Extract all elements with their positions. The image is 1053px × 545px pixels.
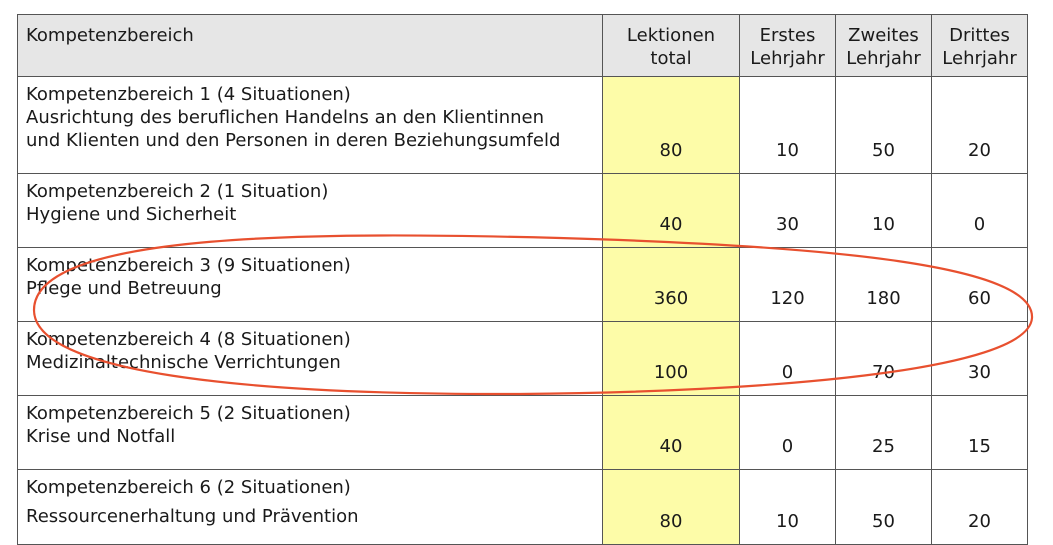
cell-year1: 30 — [740, 174, 836, 248]
cell-year1: 10 — [740, 470, 836, 545]
header-drittes-lehrjahr: Drittes Lehrjahr — [932, 15, 1028, 77]
header-lektionen-total: Lektionen total — [603, 15, 740, 77]
cell-year2: 25 — [836, 396, 932, 470]
table-row — [18, 396, 1028, 470]
cell-total: 40 — [603, 174, 740, 248]
row-description: Kompetenzbereich 1 (4 Situationen) Ausrichtung des beruflichen Handelns an den Klientinnen und Klienten und den Personen in deren Beziehungsumfeld — [18, 77, 603, 174]
header-row — [18, 15, 1028, 77]
cell-year1: 0 — [740, 322, 836, 396]
row-description: Kompetenzbereich 4 (8 Situationen) Medizinaltechnische Verrichtungen — [18, 322, 603, 396]
cell-total: 80 — [603, 77, 740, 174]
table-row — [18, 248, 1028, 322]
cell-year3: 20 — [932, 77, 1028, 174]
row-description: Kompetenzbereich 5 (2 Situationen) Krise und Notfall — [18, 396, 603, 470]
cell-total: 360 — [603, 248, 740, 322]
header-kompetenzbereich: Kompetenzbereich — [18, 15, 603, 77]
cell-total: 80 — [603, 470, 740, 545]
table-row — [18, 77, 1028, 174]
header-zweites-lehrjahr: Zweites Lehrjahr — [836, 15, 932, 77]
table-container — [17, 14, 1028, 545]
cell-year3: 60 — [932, 248, 1028, 322]
cell-year2: 180 — [836, 248, 932, 322]
cell-year1: 0 — [740, 396, 836, 470]
row-description: Kompetenzbereich 3 (9 Situationen) Pflege und Betreuung — [18, 248, 603, 322]
cell-year3: 20 — [932, 470, 1028, 545]
cell-year2: 10 — [836, 174, 932, 248]
header-erstes-lehrjahr: Erstes Lehrjahr — [740, 15, 836, 77]
table-row — [18, 174, 1028, 248]
cell-total: 100 — [603, 322, 740, 396]
cell-year2: 50 — [836, 77, 932, 174]
cell-year2: 50 — [836, 470, 932, 545]
cell-year3: 0 — [932, 174, 1028, 248]
cell-year3: 15 — [932, 396, 1028, 470]
row-description: Kompetenzbereich 2 (1 Situation) Hygiene und Sicherheit — [18, 174, 603, 248]
table-row — [18, 322, 1028, 396]
cell-year1: 120 — [740, 248, 836, 322]
table-row — [18, 470, 1028, 545]
cell-year1: 10 — [740, 77, 836, 174]
row-description: Kompetenzbereich 6 (2 Situationen) Ressourcenerhaltung und Prävention — [18, 470, 603, 545]
cell-total: 40 — [603, 396, 740, 470]
cell-year2: 70 — [836, 322, 932, 396]
competence-table — [17, 14, 1028, 545]
cell-year3: 30 — [932, 322, 1028, 396]
